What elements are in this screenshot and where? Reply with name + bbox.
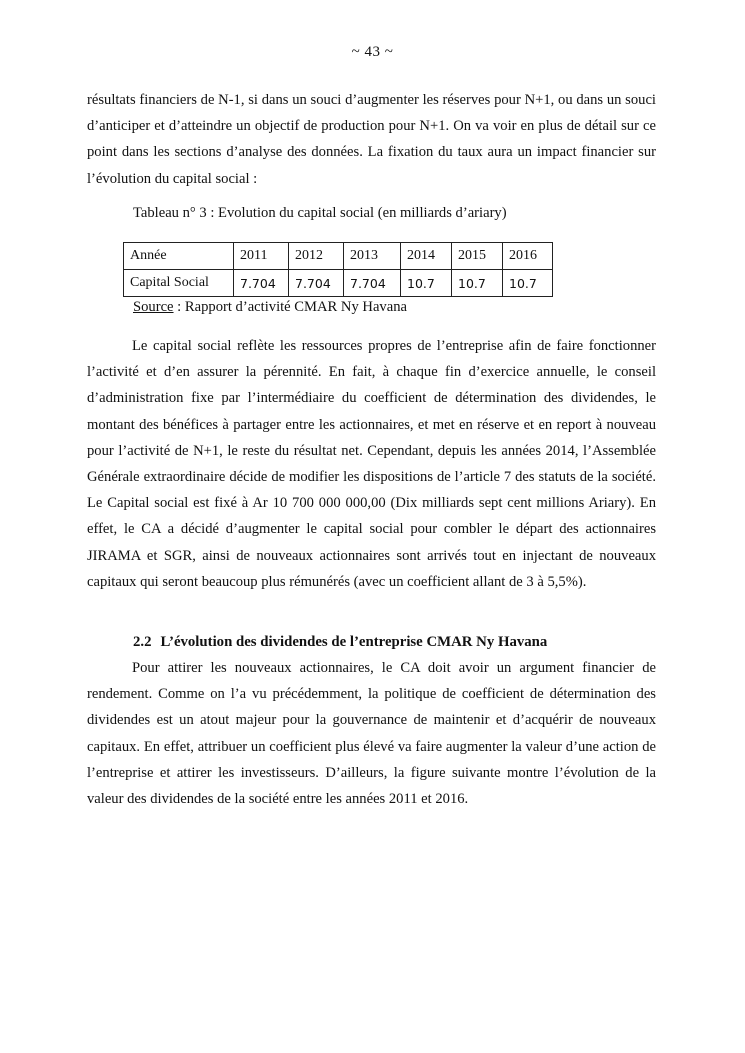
table-year: 2016 bbox=[503, 243, 553, 270]
table-year: 2015 bbox=[452, 243, 503, 270]
paragraph-dividendes: Pour attirer les nouveaux actionnaires, le CA doit avoir un argument financier de rendement. Comme on l’a vu précédemment, la politique de coefficient de détermination des dividendes est un atout majeur pour la gouvernance de maintenir et d’acquérir de nouveaux capitaux. En effet, attribuer un coefficient plus élevé va faire augmenter la valeur d’une action de l’entreprise et attirer les investisseurs. D’ailleurs, la figure suivante montre l’évolution de la valeur des dividendes de la société entre les années 2011 et 2016. bbox=[87, 660, 656, 808]
table-row-label: Capital Social bbox=[124, 270, 234, 297]
table-cell: 7.704 bbox=[289, 270, 344, 297]
table-cell: 10.7 bbox=[503, 270, 553, 297]
table-cell: 10.7 bbox=[401, 270, 452, 297]
table-cell: 10.7 bbox=[452, 270, 503, 297]
capital-social-table bbox=[123, 242, 553, 297]
table-year: 2011 bbox=[234, 243, 289, 270]
paragraph-capital-social: Le capital social reflète les ressources propres de l’entreprise afin de faire fonctionner l’activité et d’en assurer la pérennité. En fait, à chaque fin d’exercice annuelle, le conseil d’administration fixe par l’intermédiaire du coefficient de détermination des dividendes, le montant des bénéfices à partager entre les actionnaires, et met en réserve et en report à nouveau pour l’activité de N+1, le reste du résultat net. Cependant, depuis les années 2014, l’Assemblée Générale extraordinaire décide de modifier les dispositions de l’article 7 des statuts de la société. Le Capital social est fixé à Ar 10 700 000 000,00 (Dix milliards sept cent millions Ariary). En effet, le CA a décidé d’augmenter le capital social pour combler le départ des actionnaires JIRAMA et SGR, ainsi de nouveaux actionnaires sont arrivés tout en injectant de nouveaux capitaux qui seront beaucoup plus rémunérés (avec un coefficient allant de 3 à 5,5%). bbox=[87, 338, 656, 590]
source-label: Source bbox=[133, 299, 174, 315]
source-text: : Rapport d’activité CMAR Ny Havana bbox=[173, 299, 407, 315]
section-heading bbox=[133, 631, 547, 653]
section-number: 2.2 bbox=[133, 634, 152, 650]
table-cell: 7.704 bbox=[234, 270, 289, 297]
section-title: L’évolution des dividendes de l’entreprise CMAR Ny Havana bbox=[160, 634, 548, 650]
table-cell: 7.704 bbox=[344, 270, 401, 297]
page-number: ~ 43 ~ bbox=[351, 44, 394, 60]
intro-paragraph: résultats financiers de N-1, si dans un souci d’augmenter les réserves pour N+1, ou dans un souci d’anticiper et d’atteindre un objectif de production pour N+1. On va voir en plus de détail sur ce point dans les sections d’analyse des données. La fixation du taux aura un impact financier sur l’évolution du capital social : bbox=[87, 92, 656, 187]
table-year: 2012 bbox=[289, 243, 344, 270]
table-year: 2014 bbox=[401, 243, 452, 270]
table-year: 2013 bbox=[344, 243, 401, 270]
table-source bbox=[133, 297, 407, 317]
table-header-row bbox=[124, 243, 553, 270]
table-row bbox=[124, 270, 553, 297]
table-header-label: Année bbox=[124, 243, 234, 270]
table-caption: Tableau n° 3 : Evolution du capital social (en milliards d’ariary) bbox=[133, 205, 507, 221]
